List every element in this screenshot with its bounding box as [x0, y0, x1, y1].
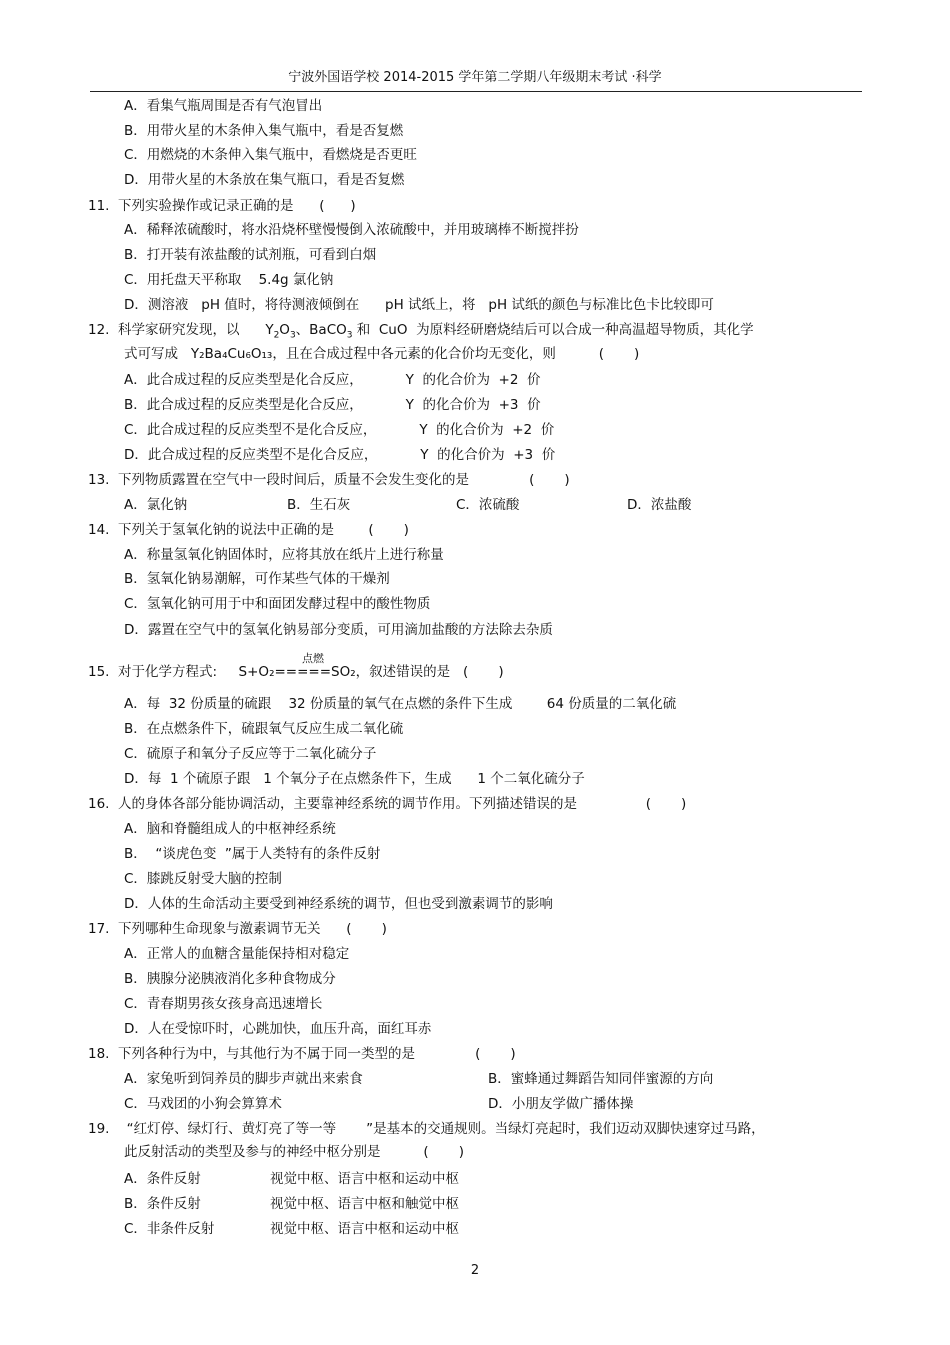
- q14-option-a: A．称量氢氧化钠固体时，应将其放在纸片上进行称量: [124, 547, 444, 563]
- q18-stem: 18. 下列各种行为中，与其他行为不属于同一类型的是 ( ): [88, 1046, 516, 1062]
- q15-option-c: C．硫原子和氧分子反应等于二氧化硫分子: [124, 746, 377, 762]
- q17-option-b: B．胰腺分泌胰液消化多种食物成分: [124, 971, 336, 987]
- q14-option-b: B．氢氧化钠易潮解，可作某些气体的干燥剂: [124, 571, 390, 587]
- q19-option-c-label: C．非条件反射: [124, 1221, 215, 1237]
- q12-option-c: C．此合成过程的反应类型不是化合反应， Y 的化合价为 +2 价: [124, 422, 555, 438]
- q12-o-subscript: 3: [289, 330, 296, 341]
- q10-option-c: C．用燃烧的木条伸入集气瓶中，看燃烧是否更旺: [124, 147, 417, 163]
- q15-reaction-condition: 点燃: [302, 652, 324, 665]
- q14-stem: 14. 下列关于氢氧化钠的说法中正确的是 ( ): [88, 522, 409, 538]
- q12-stem-intro: 12. 科学家研究发现，以: [88, 322, 240, 338]
- q16-option-a: A．脑和脊髓组成人的中枢神经系统: [124, 821, 336, 837]
- q13-stem: 13. 下列物质露置在空气中一段时间后，质量不会发生变化的是 ( ): [88, 472, 570, 488]
- q11-option-d: D．测溶液 pH 值时，将待测液倾倒在 pH 试纸上，将 pH 试纸的颜色与标准比色卡比较即可: [124, 297, 714, 313]
- q11-option-a: A．稀释浓硫酸时，将水沿烧杯壁慢慢倒入浓硫酸中，并用玻璃棒不断搅拌扮: [124, 222, 579, 238]
- q12-option-d: D．此合成过程的反应类型不是化合反应， Y 的化合价为 +3 价: [124, 447, 556, 463]
- q19-option-b-detail: 视觉中枢、语言中枢和触觉中枢: [270, 1196, 459, 1212]
- q11-stem: 11. 下列实验操作或记录正确的是 ( ): [88, 198, 356, 214]
- q17-option-d: D．人在受惊吓时，心跳加快，血压升高，面红耳赤: [124, 1021, 432, 1037]
- q13-option-d: D．浓盐酸: [627, 497, 692, 513]
- page-number: 2: [470, 1263, 480, 1278]
- q10-option-b: B．用带火星的木条伸入集气瓶中，看是否复燃: [124, 123, 404, 139]
- q17-option-a: A．正常人的血糖含量能保持相对稳定: [124, 946, 350, 962]
- q16-stem: 16. 人的身体各部分能协调活动，主要靠神经系统的调节作用。下列描述错误的是 ( ): [88, 796, 687, 812]
- q12-baco: 、BaCO: [295, 322, 347, 338]
- q11-option-b: B．打开装有浓盐酸的试剂瓶，可看到白烟: [124, 247, 377, 263]
- q12-option-a: A．此合成过程的反应类型是化合反应， Y 的化合价为 +2 价: [124, 372, 541, 388]
- q15-stem: 15. 对于化学方程式: S+O₂=====SO₂，叙述错误的是 ( ): [88, 664, 504, 680]
- q15-option-a: A．每 32 份质量的硫跟 32 份质量的氧气在点燃的条件下生成 64 份质量的二氧化硫: [124, 696, 677, 712]
- q18-option-a: A．家兔听到饲养员的脚步声就出来索食: [124, 1071, 363, 1087]
- q14-option-d: D．露置在空气中的氢氧化钠易部分变质，可用滴加盐酸的方法除去杂质: [124, 622, 553, 638]
- q12-baco-subscript: 3: [346, 330, 353, 341]
- q18-option-b: B．蜜蜂通过舞蹈告知同伴蜜源的方向: [488, 1071, 714, 1087]
- q18-option-d: D．小朋友学做广播体操: [488, 1096, 634, 1112]
- header-rule: [90, 91, 862, 92]
- q19-stem-line1: 19. “红灯停、绿灯行、黄灯亮了等一等 ”是基本的交通规则。当绿灯亮起时，我们迈动双脚快速穿过马路，: [88, 1121, 765, 1137]
- q16-option-d: D．人体的生命活动主要受到神经系统的调节，但也受到激素调节的影响: [124, 896, 553, 912]
- q17-stem: 17. 下列哪种生命现象与激素调节无关 ( ): [88, 921, 387, 937]
- q19-stem-line2: 此反射活动的类型及参与的神经中枢分别是 ( ): [124, 1144, 464, 1160]
- q14-option-c: C．氢氧化钠可用于中和面团发酵过程中的酸性物质: [124, 596, 431, 612]
- q16-option-c: C．膝跳反射受大脑的控制: [124, 871, 282, 887]
- q19-option-a-detail: 视觉中枢、语言中枢和运动中枢: [270, 1171, 459, 1187]
- q15-option-d: D．每 1 个硫原子跟 1 个氧分子在点燃条件下，生成 1 个二氧化硫分子: [124, 771, 585, 787]
- q12-stem-rest: 和 CuO 为原料经研磨烧结后可以合成一种高温超导物质，其化学: [352, 322, 754, 338]
- q18-option-c: C．马戏团的小狗会算算术: [124, 1096, 282, 1112]
- q12-o-symbol: O: [279, 322, 290, 338]
- q13-option-c: C．浓硫酸: [456, 497, 520, 513]
- q12-option-b: B．此合成过程的反应类型是化合反应， Y 的化合价为 +3 价: [124, 397, 541, 413]
- q15-option-b: B．在点燃条件下，硫跟氧气反应生成二氧化硫: [124, 721, 404, 737]
- q12-y-symbol: Y: [265, 322, 274, 338]
- q19-option-b-label: B．条件反射: [124, 1196, 201, 1212]
- q17-option-c: C．青春期男孩女孩身高迅速增长: [124, 996, 323, 1012]
- q12-y-subscript: 2: [273, 330, 280, 341]
- q11-option-c: C．用托盘天平称取 5.4g 氯化钠: [124, 272, 334, 288]
- q13-option-b: B．生石灰: [287, 497, 351, 513]
- q16-option-b: B． “谈虎色变 ”属于人类特有的条件反射: [124, 846, 381, 862]
- q10-option-d: D．用带火星的木条放在集气瓶口，看是否复燃: [124, 172, 405, 188]
- q19-option-a-label: A．条件反射: [124, 1171, 201, 1187]
- q10-option-a: A．看集气瓶周围是否有气泡冒出: [124, 98, 323, 114]
- page-header: 宁波外国语学校 2014-2015 学年第二学期八年级期末考试 ·科学: [288, 70, 662, 85]
- q19-option-c-detail: 视觉中枢、语言中枢和运动中枢: [270, 1221, 459, 1237]
- q13-option-a: A．氯化钠: [124, 497, 188, 513]
- q12-stem-line1: [88, 320, 754, 346]
- q12-stem-line2: 式可写成 Y₂Ba₄Cu₆O₁₃，且在合成过程中各元素的化合价均无变化，则 ( ): [124, 346, 640, 362]
